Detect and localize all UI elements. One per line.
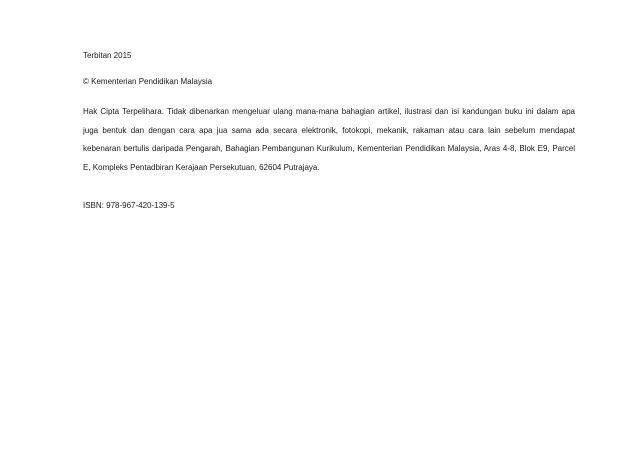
- rights-paragraph: Hak Cipta Terpelihara. Tidak dibenarkan mengeluar ulang mana-mana bahagian artikel, ilustrasi dan isi kandungan buku ini dalam apa juga bentuk dan dengan cara apa jua sama ada secara elektronik, fotokopi, mekanik, rakaman atau cara lain sebelum mendapat kebenaran bertulis daripada Pengarah, Bahagian Pembangunan Kurikulum, Kementerian Pendidikan Malaysia, Aras 4-8, Blok E9, Parcel E, Kompleks Pentadbiran Kerajaan Persekutuan, 62604 Putrajaya.: [83, 107, 575, 172]
- edition-text: Terbitan 2015: [83, 51, 132, 60]
- isbn-text: ISBN: 978-967-420-139-5: [83, 201, 175, 210]
- copyright-page: [83, 50, 575, 211]
- copyright-notice: © Kementerian Pendidikan Malaysia: [83, 77, 213, 86]
